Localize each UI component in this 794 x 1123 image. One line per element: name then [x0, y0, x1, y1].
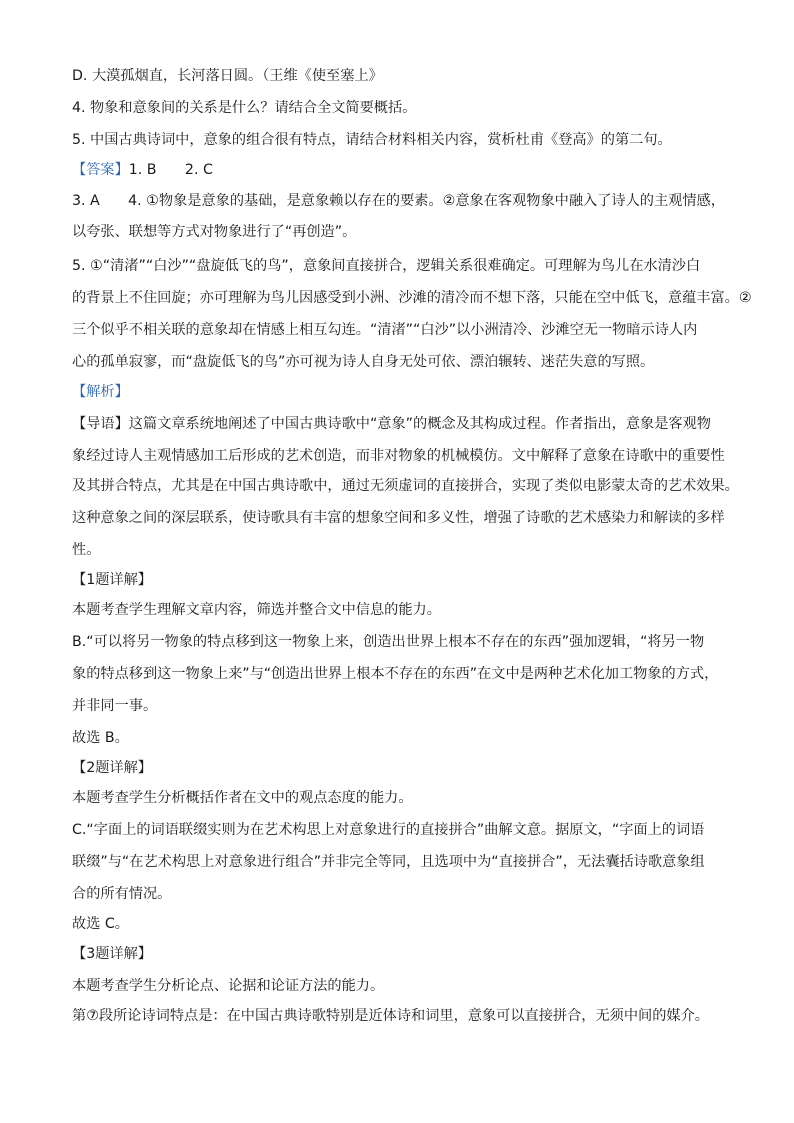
- section-1-text: B.“可以将另一物象的特点移到这一物象上来，创造出世界上根本不存在的东西”强加逻辑，“将另一物: [72, 634, 705, 650]
- answer-5-cont: 心的孤单寂寥，而“盘旋低飞的鸟”亦可视为诗人自身无处可依、漂泊辗转、迷茫失意的写照。: [72, 354, 655, 370]
- intro-paragraph: 及其拼合特点，尤其是在中国古典诗歌中，通过无须虚词的直接拼合，实现了类似电影蒙太奇的艺术效果。: [72, 478, 739, 494]
- section-2-text: 合的所有情况。: [72, 886, 172, 902]
- section-1-text: 本题考查学生理解文章内容，筛选并整合文中信息的能力。: [72, 602, 441, 618]
- intro-paragraph: 这种意象之间的深层联系，使诗歌具有丰富的想象空间和多义性，增强了诗歌的艺术感染力和解读的多样: [72, 510, 725, 526]
- section-2-text: 联缀”与“在艺术构思上对意象进行组合”并非完全等同，且选项中为“直接拼合”，无法囊括诗歌意象组: [72, 854, 705, 870]
- answer-3-4: 3. A 4. ①物象是意象的基础，是意象赖以存在的要素。②意象在客观物象中融入了诗人的主观情感，: [72, 193, 725, 209]
- answer-5-cont: 的背景上不住回旋；亦可理解为鸟儿因感受到小洲、沙滩的清冷而不想下落，只能在空中低飞，意蕴丰富。②: [72, 290, 752, 306]
- intro-paragraph: 象经过诗人主观情感加工后形成的艺术创造，而非对物象的机械模仿。文中解释了意象在诗歌中的重要性: [72, 448, 725, 464]
- question-4: 4. 物象和意象间的关系是什么？请结合全文简要概括。: [72, 100, 417, 116]
- option-d: D. 大漠孤烟直，长河落日圆。（王维《使至塞上》: [72, 68, 383, 84]
- answer-text: 1. B 2. C: [128, 162, 213, 178]
- answer-label: 【答案】: [72, 162, 129, 178]
- section-heading-3: 【3题详解】: [72, 946, 152, 962]
- intro-paragraph: 【导语】这篇文章系统地阐述了中国古典诗歌中“意象”的概念及其构成过程。作者指出，意象是客观物: [72, 416, 711, 432]
- section-1-text: 象的特点移到这一物象上来”与“创造出世界上根本不存在的东西”在文中是两种艺术化加工物象的方式，: [72, 666, 719, 682]
- answer-4-cont: 以夸张、联想等方式对物象进行了“再创造”。: [72, 224, 357, 240]
- section-2-text: C.“字面上的词语联缀实则为在艺术构思上对意象进行的直接拼合”曲解文意。据原文，“字面上的词语: [72, 822, 705, 838]
- section-1-choice: 故选 B。: [72, 730, 129, 746]
- section-heading-2: 【2题详解】: [72, 760, 152, 776]
- answer-5: 5. ①“清渚”“白沙”“盘旋低飞的鸟”，意象间直接拼合，逻辑关系很难确定。可理解为鸟儿在水清沙白: [72, 258, 701, 274]
- section-3-text: 第⑦段所论诗词特点是：在中国古典诗歌特别是近体诗和词里，意象可以直接拼合，无须中间的媒介。: [72, 1008, 709, 1024]
- section-1-text: 并非同一事。: [72, 698, 158, 714]
- section-heading-1: 【1题详解】: [72, 572, 152, 588]
- section-2-text: 本题考查学生分析概括作者在文中的观点态度的能力。: [72, 790, 413, 806]
- answer-line: [72, 160, 754, 180]
- analysis-label: 【解析】: [72, 384, 129, 400]
- section-2-choice: 故选 C。: [72, 916, 129, 932]
- section-3-text: 本题考查学生分析论点、论据和论证方法的能力。: [72, 978, 385, 994]
- intro-paragraph: 性。: [72, 542, 101, 558]
- question-5: 5. 中国古典诗词中，意象的组合很有特点，请结合材料相关内容，赏析杜甫《登高》的第二句。: [72, 132, 672, 148]
- answer-5-cont: 三个似乎不相关联的意象却在情感上相互勾连。“清渚”“白沙”以小洲清冷、沙滩空无一物暗示诗人内: [72, 322, 698, 338]
